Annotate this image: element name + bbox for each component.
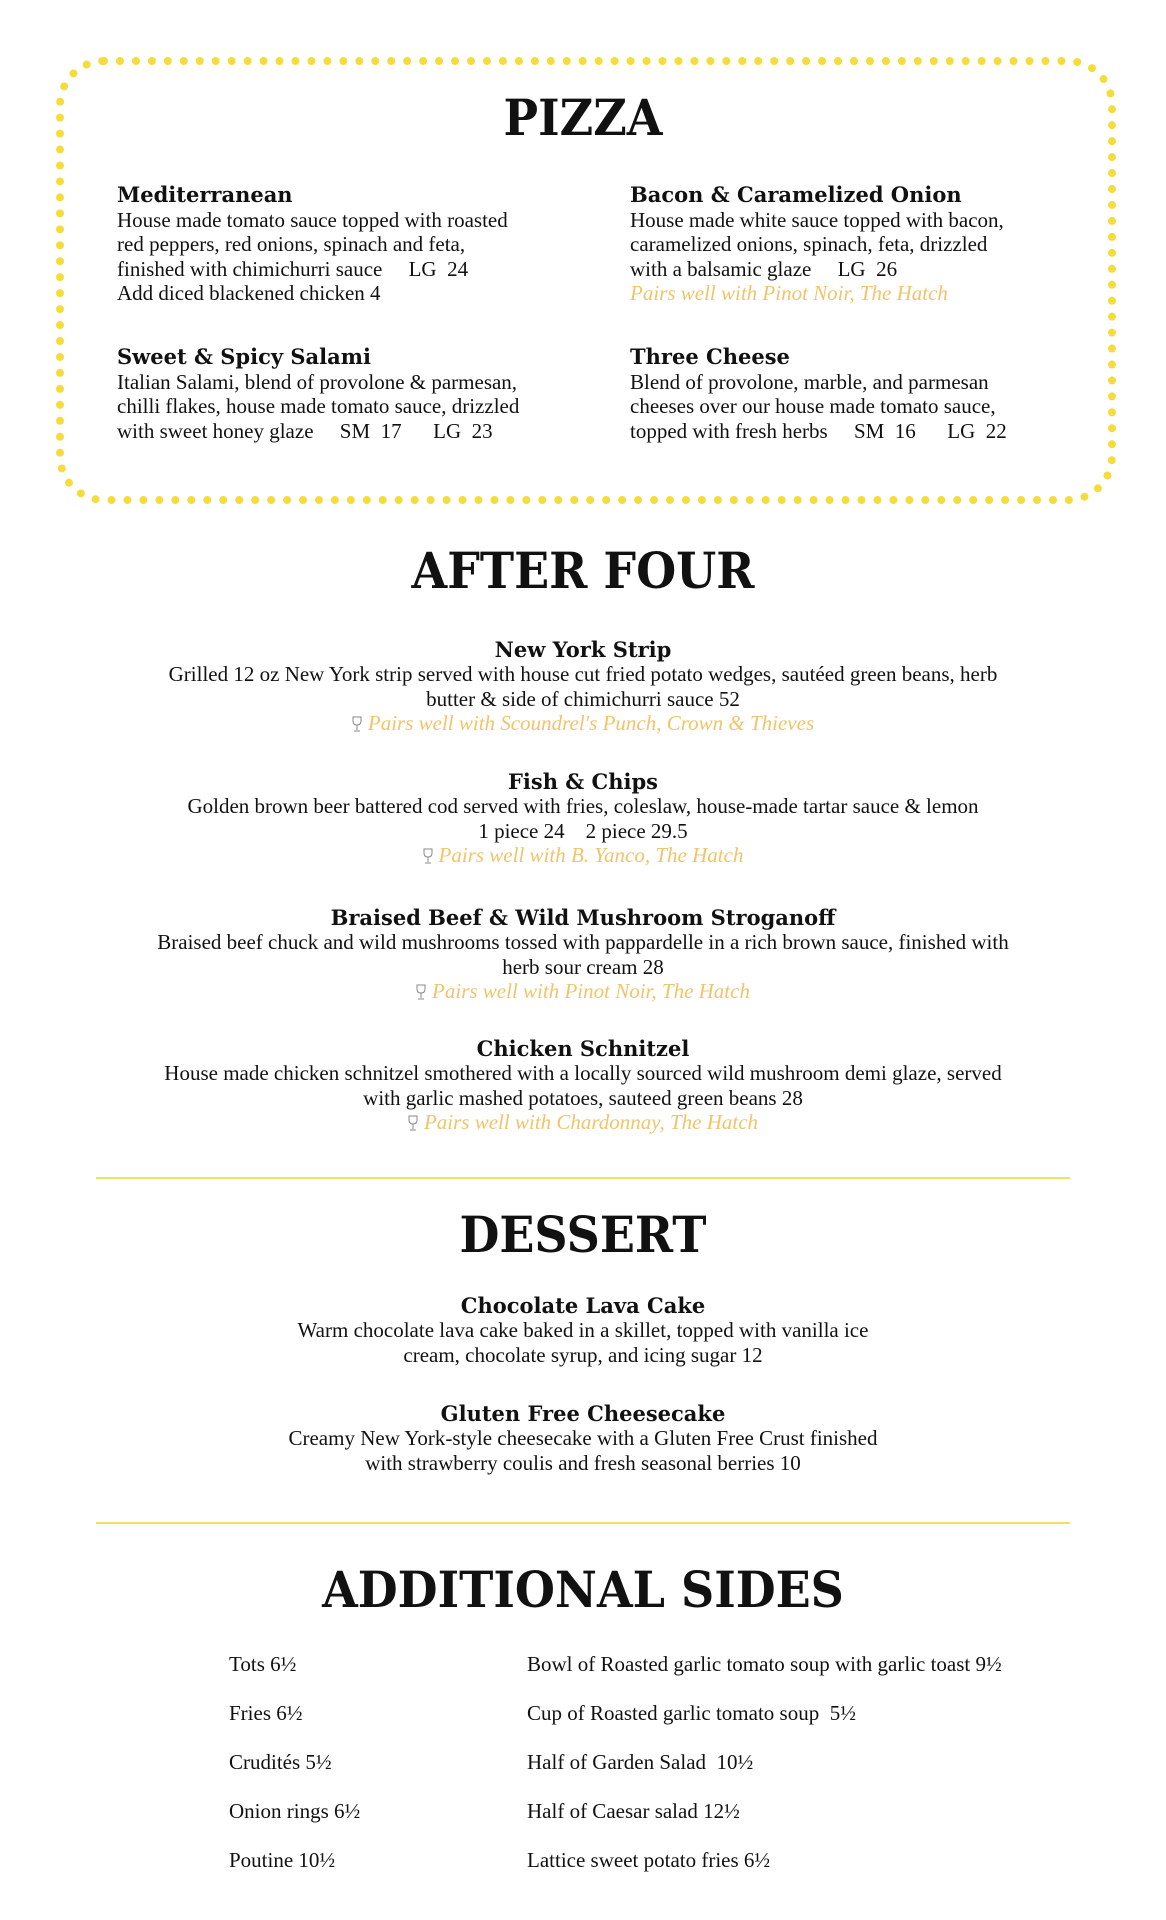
item-desc-line: cream, chocolate syrup, and icing sugar 12: [403, 1342, 763, 1367]
item-desc-line: butter & side of chimichurri sauce 52: [426, 686, 740, 711]
item-desc-line: Braised beef chuck and wild mushrooms tossed with pappardelle in a rich brown sauce, finished with: [157, 930, 1009, 954]
menu-item-bacon-onion: [630, 183, 1100, 306]
side-item: Onion rings 6½: [229, 1799, 361, 1823]
item-name: Chocolate Lava Cake: [460, 1293, 706, 1318]
item-desc-line: cheeses over our house made tomato sauce,: [630, 394, 996, 418]
item-desc-line: Golden brown beer battered cod served with fries, coleslaw, house-made tartar sauce & lemon: [187, 794, 979, 818]
item-desc-line: topped with fresh herbs SM 16 LG 22: [630, 418, 1007, 443]
item-desc-line: with sweet honey glaze SM 17 LG 23: [117, 418, 493, 443]
item-desc-line: Creamy New York-style cheesecake with a Gluten Free Crust finished: [288, 1426, 878, 1450]
item-desc-line: House made chicken schnitzel smothered with a locally sourced wild mushroom demi glaze, served: [164, 1061, 1002, 1085]
item-desc-line: with a balsamic glaze LG 26: [630, 256, 898, 281]
item-name: Chicken Schnitzel: [476, 1036, 690, 1061]
side-item: Cup of Roasted garlic tomato soup 5½: [527, 1701, 856, 1725]
pairing-text: Pairs well with Chardonnay, The Hatch: [423, 1110, 759, 1134]
wine-glass-icon: [416, 984, 426, 1000]
item-name: New York Strip: [494, 637, 672, 662]
side-item: Half of Garden Salad 10½: [527, 1750, 754, 1774]
side-item: Bowl of Roasted garlic tomato soup with garlic toast 9½: [527, 1652, 1002, 1676]
pizza-heading: PIZZA: [503, 88, 663, 147]
item-desc-line: 1 piece 24 2 piece 29.5: [478, 818, 688, 843]
menu-item-three-cheese: [630, 345, 1100, 443]
item-desc-line: herb sour cream 28: [502, 954, 664, 979]
item-desc-line: Blend of provolone, marble, and parmesan: [630, 369, 989, 394]
section-divider: [96, 1522, 1070, 1524]
item-name: Fish & Chips: [507, 769, 659, 794]
item-desc-line: Grilled 12 oz New York strip served with house cut fried potato wedges, sautéed green beans, herb: [168, 662, 998, 686]
item-name: Gluten Free Cheesecake: [440, 1401, 726, 1426]
item-desc-line: red peppers, red onions, spinach and feta,: [117, 232, 466, 256]
menu-item-chicken-schnitzel: [80, 1036, 1086, 1135]
item-name: Sweet & Spicy Salami: [117, 344, 371, 369]
side-item: Fries 6½: [229, 1701, 303, 1725]
item-desc-line: House made tomato sauce topped with roasted: [117, 207, 508, 232]
item-desc-line: Add diced blackened chicken 4: [117, 281, 381, 305]
pairing-text: Pairs well with Scoundrel's Punch, Crown & Thieves: [367, 711, 815, 735]
section-divider: [96, 1177, 1070, 1179]
pairing-text: Pairs well with B. Yanco, The Hatch: [438, 843, 744, 867]
pairing-note: [80, 843, 1086, 868]
item-name: Three Cheese: [630, 344, 790, 369]
item-desc-line: chilli flakes, house made tomato sauce, drizzled: [117, 394, 520, 418]
side-item: Lattice sweet potato fries 6½: [527, 1848, 771, 1872]
side-item: Half of Caesar salad 12½: [527, 1799, 740, 1823]
menu-item-lava-cake: [80, 1293, 1086, 1367]
item-desc-line: with garlic mashed potatoes, sauteed green beans 28: [363, 1085, 803, 1110]
item-name: Braised Beef & Wild Mushroom Stroganoff: [330, 905, 836, 930]
wine-glass-icon: [423, 848, 433, 864]
item-desc-line: caramelized onions, spinach, feta, drizzled: [630, 232, 988, 256]
wine-glass-icon: [352, 716, 362, 732]
after-four-heading: AFTER FOUR: [411, 541, 755, 600]
menu-item-new-york-strip: [80, 637, 1086, 736]
item-desc-line: Warm chocolate lava cake baked in a skillet, topped with vanilla ice: [297, 1318, 869, 1342]
item-name: Bacon & Caramelized Onion: [630, 182, 962, 207]
side-item: Crudités 5½: [229, 1750, 332, 1774]
item-desc-line: finished with chimichurri sauce LG 24: [117, 256, 469, 281]
pairing-note: [80, 711, 1086, 736]
pairing-note: Pairs well with Pinot Noir, The Hatch: [630, 281, 948, 305]
dessert-heading: DESSERT: [459, 1205, 707, 1264]
side-item: Tots 6½: [229, 1652, 297, 1676]
wine-glass-icon: [408, 1115, 418, 1131]
pairing-note: [80, 1110, 1086, 1135]
sides-heading: ADDITIONAL SIDES: [322, 1560, 844, 1619]
menu-item-cheesecake: [80, 1401, 1086, 1475]
menu-item-fish-chips: [80, 769, 1086, 868]
item-desc-line: House made white sauce topped with bacon,: [630, 207, 1004, 232]
item-name: Mediterranean: [117, 182, 293, 207]
pairing-note: [80, 979, 1086, 1004]
menu-item-sweet-spicy-salami: [117, 345, 587, 443]
menu-item-mediterranean: [117, 183, 587, 306]
item-desc-line: with strawberry coulis and fresh seasonal berries 10: [365, 1450, 801, 1475]
side-item: Poutine 10½: [229, 1848, 336, 1872]
item-desc-line: Italian Salami, blend of provolone & parmesan,: [117, 369, 518, 394]
menu-item-stroganoff: [80, 905, 1086, 1004]
pairing-text: Pairs well with Pinot Noir, The Hatch: [432, 979, 750, 1003]
